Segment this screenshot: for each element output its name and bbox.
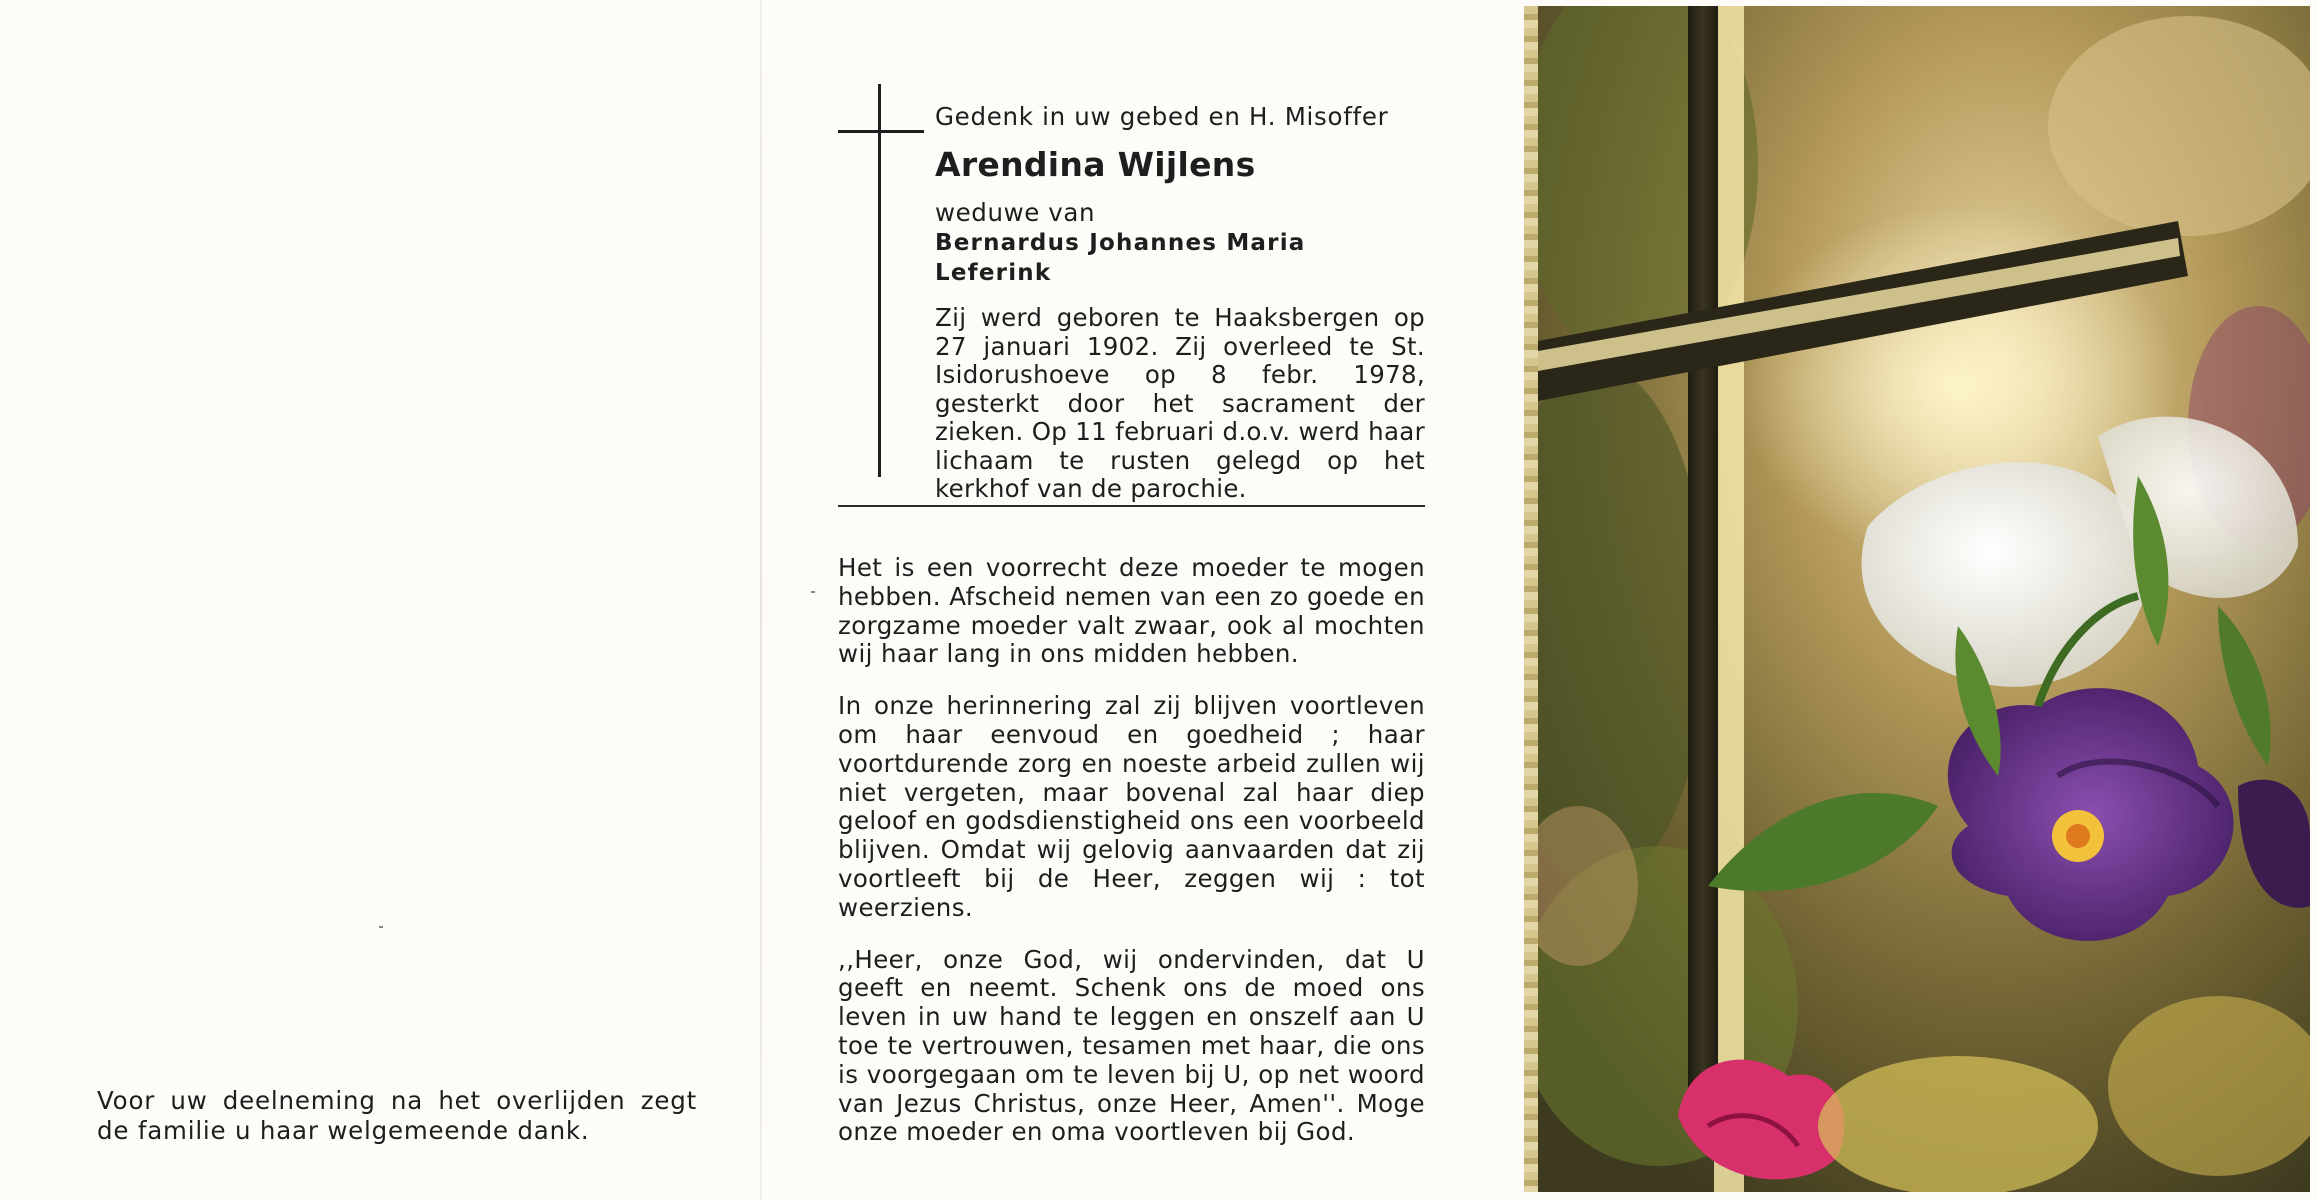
paper-speck: [379, 926, 383, 928]
memorial-text-block: [838, 554, 1425, 1170]
cross-with-flowers-photo: [1538, 6, 2310, 1192]
cross-icon-vertical: [878, 84, 881, 477]
cross-icon-horizontal: [838, 130, 924, 133]
paragraph-remembrance: In onze herinnering zal zij blijven voortleven om haar eenvoud en goedheid ; haar voortdurende zorg en noeste arbeid zullen wij niet vergeten, maar bovenal zal haar diep geloof en godsdienstigheid ons een voorbeeld blijven. Omdat wij gelovig aanvaarden dat zij voortleeft bij de Heer, zeggen wij : tot weerziens.: [838, 691, 1425, 922]
section-divider: [838, 505, 1425, 507]
photo-illustration: [1538, 6, 2310, 1192]
widow-of-label: weduwe van: [935, 198, 1096, 227]
left-panel: [0, 0, 760, 1200]
deceased-name: Arendina Wijlens: [935, 145, 1256, 184]
husband-name: Bernardus Johannes Maria Leferink: [935, 230, 1306, 286]
thanks-text: Voor uw deelneming na het overlijden zegt de familie u haar welgemeende dank.: [97, 1086, 697, 1145]
paragraph-privilege: Het is een voorrecht deze moeder te mogen hebben. Afscheid nemen van een zo goede en zorgzame moeder valt zwaar, ook al mochten wij haar lang in ons midden hebben.: [838, 553, 1425, 669]
header-block: [935, 102, 1425, 504]
prayer-line: Gedenk in uw gebed en H. Misoffer: [935, 102, 1389, 131]
biography-text: Zij werd geboren te Haaksbergen op 27 januari 1902. Zij overleed te St. Isidorushoeve op 8 febr. 1978, gesterkt door het sacrament der zieken. Op 11 februari d.o.v. werd haar lichaam te rusten gelegd op het kerkhof van de parochie.: [935, 303, 1425, 503]
paragraph-prayer: ,,Heer, onze God, wij ondervinden, dat U geeft en neemt. Schenk ons de moed ons leven in uw hand te leggen en onszelf aan U toe te vertrouwen, tesamen met haar, die ons is voorgegaan om te leven bij U, op net woord van Jezus Christus, onze Heer, Amen''. Moge onze moeder en oma voortleven bij God.: [838, 944, 1425, 1147]
paper-speck: [811, 591, 815, 593]
